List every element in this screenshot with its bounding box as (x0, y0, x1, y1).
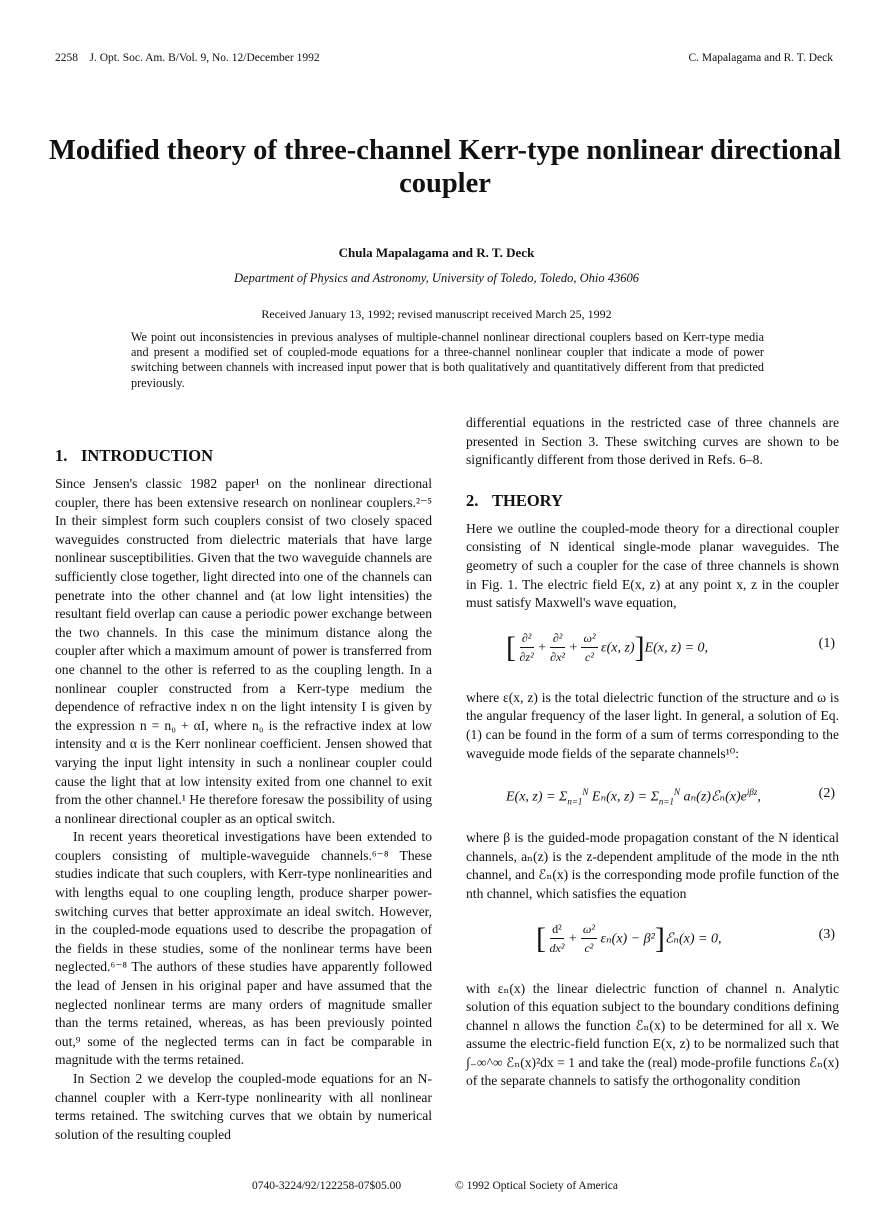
section-number: 1. (55, 446, 68, 465)
paper-title: Modified theory of three-channel Kerr-type nonlinear directional coupler (48, 135, 842, 199)
section-title: THEORY (492, 490, 563, 510)
section-heading-introduction (55, 445, 432, 467)
theory-paragraph-3: where β is the guided-mode propagation constant of the N identical channels, aₙ(z) is the z-dependent amplitude of the mode in the nth channel, and ℰₙ(x) is the corresponding mode profile function of the nth channel, which satisfies the equation (466, 830, 839, 901)
section-title: INTRODUCTION (81, 446, 214, 465)
footer-code: 0740-3224/92/122258-07$05.00 (252, 1180, 402, 1192)
section-heading-theory (466, 490, 839, 512)
section-number: 2. (466, 490, 479, 510)
right-column (466, 414, 839, 1091)
theory-paragraph-1: Here we outline the coupled-mode theory for a directional coupler consisting of N identical single-mode planar waveguides. The geometry of such a coupler for the case of three channels is shown in Fig. 1. The electric field E(x, z) at any point x, z in the coupler must satisfy Maxwell's wave equation, (466, 520, 839, 611)
theory-paragraph-4: with εₙ(x) the linear dielectric function of channel n. Analytic solution of this equation subject to the boundary conditions defining channel n allows the function ℰₙ(x) to be determined for all x. We assume the electric-field function E(x, z) to be normalized such that ∫₋∞^∞ ℰₙ(x)²dx = 1 and take the (real) mode-profile functions ℰₙ(x) of the separate channels to satisfy the orthogonality condition (466, 980, 839, 1089)
intro-paragraph-1: Since Jensen's classic 1982 paper¹ on the nonlinear directional coupler, there has been extensive research on nonlinear couplers.²⁻⁵ In their simplest form such couplers consist of two closely spaced waveguides constructed from dielectric materials that have large nonlinear susceptibilities. Given that the two waveguide channels are sufficiently close together, light directed into one of the channels can penetrate into the other channel and (at low light intensities) the resultant field overlap can cause a periodic power exchange between the two channels. In this case the minimum distance along the coupler after which a maximum amount of power is transferred from one channel to the other is referred to as the coupling length. In a nonlinear coupler constructed from a Kerr-type medium the dependence of refractive index n on the light intensity I is given by the expression n = n₀ + αI, where n₀ is the refractive index at low intensity and α is the Kerr nonlinear coefficient. Jensen showed that varying the input light intensity in such a nonlinear coupler could cause the light that at low intensity exited from one channel to exit from the other channel.¹ He therefore foresaw the possibility of using a nonlinear directional coupler as an optical switch. (55, 476, 432, 826)
abstract: We point out inconsistencies in previous analyses of multiple-channel nonlinear directional couplers based on Kerr-type media and present a modified set of coupled-mode equations for a three-channel nonlinear coupler that indicate a mode of power switching between channels with increased input power that is both qualitatively and quantitatively different from that predicted previously. (131, 330, 764, 390)
intro-paragraph-2: In recent years theoretical investigations have been extended to couplers consisting of multiple-waveguide channels.⁶⁻⁸ These studies indicate that such couplers, with Kerr-type nonlinearities and with lengths equal to one coupling length, produce sharper power-switching curves that better approximate an ideal switch. However, in the coupled-mode equations used to describe the propagation of the fields in these studies, some of the nonlinear terms have been neglected.⁶⁻⁸ The authors of these studies have apparently followed the lead of Jensen in his original paper and have assumed that the neglected nonlinear terms are many orders of magnitude smaller than the terms retained, whereas, as has been previously pointed out,⁹ some of the neglected terms can in fact be comparable in magnitude with the terms retained. (55, 829, 432, 1068)
equation-2 (466, 769, 839, 819)
intro-paragraph-4: differential equations in the restricted case of three channels are presented in Section 3. These switching curves are shown to be significantly different from those derived in Refs. 6–8. (466, 415, 839, 468)
equation-1-body: [ $\frac{\text{∂²}}{\text{∂z²}}$ + $\frac{\text{∂²}}{\text{∂x²}}$ + $\frac{\text{ω²}}{\text{c²}}$ ε(x, z)]E(x, z) = 0, (506, 630, 709, 665)
received-date: Received January 13, 1992; revised manuscript received March 25, 1992 (261, 307, 612, 321)
authors: Chula Mapalagama and R. T. Deck (338, 245, 535, 260)
equation-2-body: E(x, $z) = \Sigma_{n=1}^N$ Eₙ(x, $z) = \Sigma_{n=1}^N$ $a_n(z)ℰ_n(x)e^{i\beta z}$, (506, 787, 761, 807)
intro-paragraph-3: In Section 2 we develop the coupled-mode equations for an N-channel coupler with a Kerr-type nonlinearity with all nonlinear terms retained. The switching curves that we obtain by numerical solution of the resulting coupled (55, 1071, 432, 1142)
equation-3 (466, 910, 839, 970)
equation-2-number: (2) (818, 786, 835, 802)
footer-copyright: © 1992 Optical Society of America (455, 1180, 618, 1192)
equation-1 (466, 619, 839, 679)
theory-paragraph-2: where ε(x, z) is the total dielectric function of the structure and ω is the angular frequency of the laser light. In general, a solution of Eq. (1) can be found in the form of a sum of terms corresponding to the waveguide mode fields of the separate channels¹⁰: (466, 689, 839, 761)
equation-3-number: (3) (818, 926, 835, 942)
left-column (55, 445, 432, 1144)
running-header-left: 2258 J. Opt. Soc. Am. B/Vol. 9, No. 12/December 1992 (55, 52, 320, 64)
affiliation: Department of Physics and Astronomy, University of Toledo, Toledo, Ohio 43606 (234, 271, 639, 285)
equation-1-number: (1) (818, 635, 835, 651)
running-header-right: C. Mapalagama and R. T. Deck (688, 52, 833, 64)
equation-3-body: [ $\frac{\text{d²}}{\text{dx²}}$ + $\frac{\text{ω²}}{\text{c²}}$ εₙ(x) − β²]ℰₙ(x) = 0, (536, 921, 722, 956)
